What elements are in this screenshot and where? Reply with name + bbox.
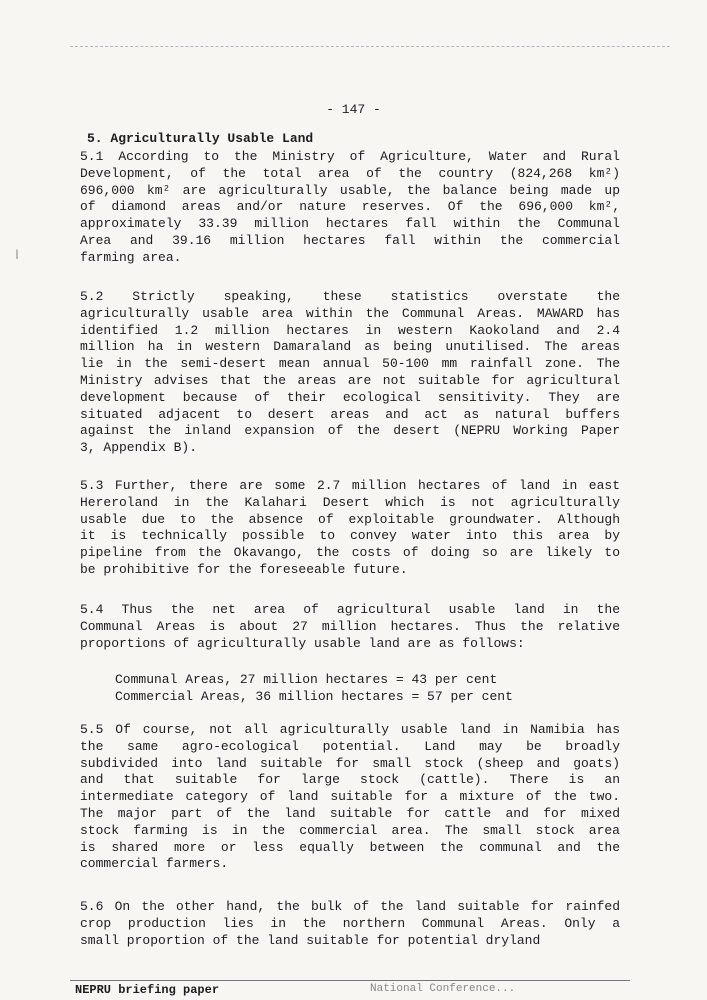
paragraph-5-1 (80, 149, 620, 267)
paragraph-line: million ha in western Damaraland as being unutilised. The areas (80, 339, 620, 355)
paragraph-line: subdivided into land suitable for small stock (sheep and goats) (80, 755, 620, 771)
paragraph-line: 5.6 On the other hand, the bulk of the land suitable for rainfed (80, 899, 620, 914)
paragraph-line: intermediate category of land suitable for a mixture of the two. (80, 789, 620, 805)
paragraph-line: 3, Appendix B). (80, 440, 198, 456)
paragraph-line: The major part of the land suitable for cattle and for mixed (80, 805, 620, 821)
paragraph-line: 5.4 Thus the net area of agricultural usable land in the (80, 602, 620, 617)
paragraph-line: proportions of agriculturally usable land are as follows: (80, 635, 525, 651)
paragraph-line: against the inland expansion of the desert (NEPRU Working Paper (80, 423, 620, 439)
paragraph-5-3 (80, 478, 620, 579)
footer-title: NEPRU briefing paper (75, 983, 220, 997)
paragraph-line: 5.2 Strictly speaking, these statistics overstate the (80, 289, 620, 304)
paragraph-line: it is technically possible to convey water into this area by (80, 528, 620, 544)
page-number: - 147 - (326, 102, 381, 117)
paragraph-line: Communal Areas is about 27 million hectares. Thus the relative (80, 618, 620, 634)
paragraph-line: farming area. (80, 249, 182, 265)
paragraph-line: Hereroland in the Kalahari Desert which is not agriculturally (80, 494, 620, 510)
paragraph-line: and that suitable for large stock (cattle). There is an (80, 772, 620, 788)
paragraph-line: 5.1 According to the Ministry of Agriculture, Water and Rural (80, 149, 620, 164)
paragraph-line: small proportion of the land suitable for potential dryland (80, 932, 541, 948)
paragraph-5-6 (80, 899, 620, 949)
proportion-communal: Communal Areas, 27 million hectares = 43 per cent (115, 672, 498, 687)
footer-rule (70, 980, 630, 981)
paragraph-line: be prohibitive for the foreseeable future. (80, 561, 408, 577)
top-rule (70, 46, 670, 47)
paragraph-line: lie in the semi-desert mean annual 50-100 mm rainfall zone. The (80, 356, 620, 372)
paragraph-line: agriculturally usable area within the Communal Areas. MAWARD has (80, 305, 620, 321)
paragraph-line: stock farming is in the commercial area. The small stock area (80, 822, 620, 838)
paragraph-line: Ministry advises that the areas are not suitable for agricultural (80, 372, 620, 388)
paragraph-line: 5.3 Further, there are some 2.7 million hectares of land in east (80, 478, 620, 493)
paragraph-line: commercial farmers. (80, 856, 229, 872)
paragraph-line: the same agro-ecological potential. Land may be broadly (80, 738, 620, 754)
paragraph-line: Development, of the total area of the country (824,268 km²) (80, 165, 620, 181)
paragraph-line: Area and 39.16 million hectares fall within the commercial (80, 232, 620, 248)
paragraph-5-4 (80, 602, 620, 652)
paragraph-line: crop production lies in the northern Communal Areas. Only a (80, 915, 620, 931)
paragraph-line: identified 1.2 million hectares in western Kaokoland and 2.4 (80, 322, 620, 338)
paragraph-line: approximately 33.39 million hectares fall within the Communal (80, 216, 620, 232)
proportion-commercial: Commercial Areas, 36 million hectares = 57 per cent (115, 689, 513, 704)
paragraph-5-5 (80, 722, 620, 873)
paragraph-line: usable due to the absence of exploitable groundwater. Although (80, 511, 620, 527)
section-heading: 5. Agriculturally Usable Land (87, 131, 314, 146)
paragraph-line: 696,000 km² are agriculturally usable, the balance being made up (80, 182, 620, 198)
margin-mark: | (14, 250, 21, 261)
paragraph-line: development because of their ecological sensitivity. They are (80, 389, 620, 405)
paragraph-line: situated adjacent to desert areas and act as natural buffers (80, 406, 620, 422)
paragraph-line: pipeline from the Okavango, the costs of doing so are likely to (80, 545, 620, 561)
paragraph-line: 5.5 Of course, not all agriculturally usable land in Namibia has (80, 722, 620, 737)
paragraph-5-2 (80, 289, 620, 457)
paragraph-line: of diamond areas and/or nature reserves. Of the 696,000 km², (80, 199, 620, 215)
paragraph-line: is shared more or less equally between the communal and the (80, 839, 620, 855)
footer-right-text: National Conference... (370, 983, 516, 995)
